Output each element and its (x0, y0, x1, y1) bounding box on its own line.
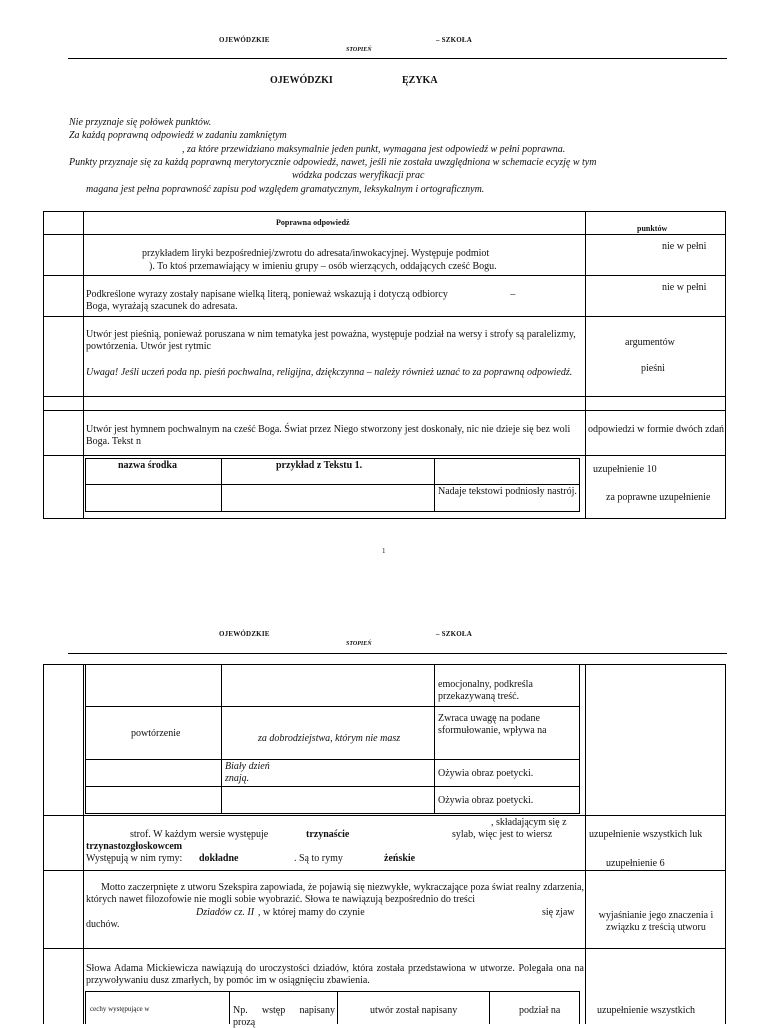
row3-points-2: pieśni (641, 363, 665, 374)
row1-text-2: ). To ktoś przemawiający w imieniu grupy – osób wierzących, oddających cześć Bogu. (149, 261, 497, 272)
header-right-2: – SZKOŁA (436, 630, 473, 638)
p2-r6-l4b: dokładne (199, 853, 239, 864)
title-left: OJEWÓDZKI (270, 75, 333, 86)
p2-inner-r4-effect: Ożywia obraz poetycki. (438, 795, 534, 806)
row5-points-1: uzupełnienie 10 (593, 464, 657, 475)
header-stopien-2: STOPIEŃ (346, 641, 372, 647)
header-stopien: STOPIEŃ (346, 47, 372, 53)
header-points: punktów (637, 224, 668, 233)
header-right: – SZKOŁA (436, 36, 473, 44)
p2-r6-l4c: . Są to rymy (294, 853, 343, 864)
row2-text: Podkreślone wyrazy zostały napisane wielką literą, ponieważ wskazują i dotyczą odbiorcy – (86, 289, 516, 300)
header-answer: Poprawna odpowiedź (276, 218, 350, 227)
header-left-2: OJEWÓDZKIE (219, 630, 270, 638)
rule-4: Punkty przyznaje się za każdą poprawną merytorycznie odpowiedź, nawet, jeśli nie została uwzględniona w schemacie ecyzję w tym (69, 157, 597, 168)
header-left: OJEWÓDZKIE (219, 36, 270, 44)
p2-r8-c4: podział na (519, 1005, 561, 1016)
p2-inner-r3-example: Biały dzień znają. (225, 761, 270, 784)
row4-text: Utwór jest hymnem pochwalnym na cześć Boga. Świat przez Niego stworzony jest doskonały, nic nie dzieje się bez woli Boga. Tekst n (86, 424, 571, 447)
p2-r8-points: uzupełnienie wszystkich (597, 1005, 696, 1016)
p2-inner-r2-name: powtórzenie (131, 728, 181, 739)
page-number: 1 (382, 547, 386, 555)
p2-r6-l1: , składającym się z (491, 817, 567, 828)
p2-r6-l4a: Występują w nim rymy: (86, 853, 183, 864)
p2-r6-l4d: żeńskie (384, 853, 416, 864)
rule-3: , za które przewidziano maksymalnie jeden punkt, wymagana jest odpowiedź w pełni poprawna. (182, 144, 566, 155)
row5-points-2: za poprawne uzupełnienie (606, 492, 711, 503)
p2-r6-l2c: sylab, więc jest to wiersz (452, 829, 553, 840)
rule-2: Za każdą poprawną odpowiedź w zadaniu zamkniętym (69, 130, 287, 141)
header-rule (68, 58, 727, 59)
p2-r7-text-2: , w której mamy do czynie (258, 907, 365, 918)
p2-inner-c1: emocjonalny, podkreśla przekazywaną treść. (438, 679, 533, 702)
p2-r7-text: Motto zaczerpnięte z utworu Szekspira zapowiada, że pojawią się niezwykłe, wykraczające poza świat realny zdarzenia, których nawet filozofowie nie mogli sobie wyobrazić. Słowa te nawiązują bezpośrednio do treści (86, 882, 584, 905)
p2-r8-text: Słowa Adama Mickiewicza nawiązują do uroczystości dziadów, która została przedstawiona w utworze. Polegała ona na przywoływaniu dusz zmarłych, by pomóc im w osiągnięciu zbawienia. (86, 963, 584, 986)
p2-r8-c3: utwór został napisany (370, 1005, 458, 1016)
p2-r7-text-3: się zjaw (542, 907, 575, 918)
p2-r6-l3: trzynastozgłoskowcem (86, 841, 183, 852)
row1-text: przykładem liryki bezpośredniej/zwrotu do adresata/inwokacyjnej. Występuje podmiot (142, 248, 490, 259)
p2-r8-c2: Np. wstęp napisany prozą (233, 1005, 335, 1028)
inner-header-example: przykład z Tekstu 1. (276, 460, 363, 471)
header-rule-2 (68, 653, 727, 654)
rule-5: wódzka podczas weryfikacji prac (292, 170, 425, 181)
p2-r6-l2a: strof. W każdym wersie występuje (130, 829, 269, 840)
rule-1: Nie przyznaje się połówek punktów. (69, 117, 212, 128)
p2-r7-points: wyjaśnianie jego znaczenia i związku z treścią utworu (598, 910, 714, 933)
p2-r7-title: Dziadów cz. II (196, 907, 255, 918)
rule-6: magana jest pełna poprawność zapisu pod względem gramatycznym, leksykalnym i ortograficznym. (86, 184, 485, 195)
row3-note: Uwaga! Jeśli uczeń poda np. pieśń pochwalna, religijna, dziękczynna – należy również uznać to za poprawną odpowiedź. (86, 367, 573, 378)
inner-header-name: nazwa środka (118, 460, 177, 471)
p2-r7-text-4: duchów. (86, 919, 286, 931)
p2-r6-points-2: uzupełnienie 6 (606, 858, 665, 869)
p2-r8-small-h: cechy występujące w (90, 1005, 150, 1013)
p2-inner-r2-example: za dobrodziejstwa, którym nie masz (258, 733, 401, 744)
inner-cell-effect: Nadaje tekstowi podniosły nastrój. (438, 486, 577, 497)
p2-r6-points-1: uzupełnienie wszystkich luk (589, 829, 703, 840)
row3-text: Utwór jest pieśnią, ponieważ poruszana w nim tematyka jest poważna, występuje podział na wersy i strofy są paralelizmy, powtórzenia. Utwór jest rytmic (86, 329, 576, 352)
title-right: ĘZYKA (402, 75, 438, 86)
row1-points: nie w pełni (662, 241, 707, 252)
row2-points: nie w pełni (662, 282, 707, 293)
p2-inner-r2-effect: Zwraca uwagę na podane sformułowanie, wpływa na (438, 713, 547, 736)
row4-points: odpowiedzi w formie dwóch zdań (587, 424, 725, 435)
p2-inner-r3-effect: Ożywia obraz poetycki. (438, 768, 534, 779)
row2-text-2: Boga, wyrażają szacunek do adresata. (86, 301, 238, 312)
p2-r6-l2b: trzynaście (306, 829, 350, 840)
row3-points-1: argumentów (625, 337, 675, 348)
